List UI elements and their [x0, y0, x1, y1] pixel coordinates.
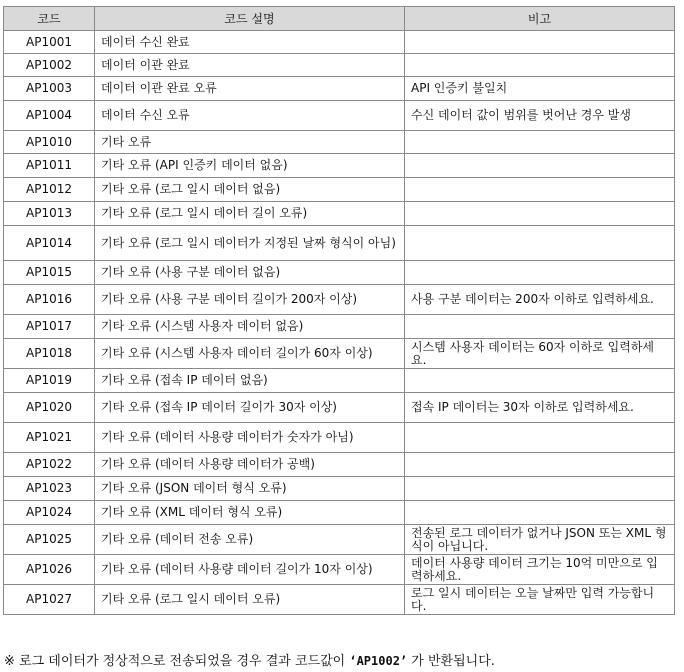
- code-description: 기타 오류 (데이터 전송 오류): [95, 525, 405, 555]
- result-code: AP1004: [4, 101, 95, 131]
- code-description: 기타 오류 (시스템 사용자 데이터 없음): [95, 315, 405, 339]
- result-code: AP1021: [4, 423, 95, 453]
- code-description: 데이터 이관 완료: [95, 54, 405, 77]
- code-description: 기타 오류 (로그 일시 데이터 오류): [95, 585, 405, 615]
- table-row: [4, 154, 675, 178]
- note-cell: [405, 261, 675, 285]
- code-description: 기타 오류 (로그 일시 데이터 길이 오류): [95, 202, 405, 226]
- result-code: AP1024: [4, 501, 95, 525]
- table-row: [4, 285, 675, 315]
- note-cell: [405, 54, 675, 77]
- header-note: 비고: [405, 7, 675, 31]
- header-code: 코드: [4, 7, 95, 31]
- table-row: [4, 477, 675, 501]
- result-code: AP1003: [4, 77, 95, 101]
- result-code: AP1022: [4, 453, 95, 477]
- note-cell: 수신 데이터 값이 범위를 벗어난 경우 발생: [405, 101, 675, 131]
- header-description: 코드 설명: [95, 7, 405, 31]
- note-cell: 사용 구분 데이터는 200자 이하로 입력하세요.: [405, 285, 675, 315]
- table-row: [4, 339, 675, 369]
- result-code: AP1020: [4, 393, 95, 423]
- note-cell: 로그 일시 데이터는 오늘 날짜만 입력 가능합니다.: [405, 585, 675, 615]
- code-description: 기타 오류 (API 인증키 데이터 없음): [95, 154, 405, 178]
- table-row: [4, 226, 675, 261]
- code-description: 기타 오류 (로그 일시 데이터 없음): [95, 178, 405, 202]
- footnote: [4, 650, 495, 669]
- result-code: AP1018: [4, 339, 95, 369]
- note-cell: [405, 423, 675, 453]
- result-code: AP1019: [4, 369, 95, 393]
- code-description: 데이터 이관 완료 오류: [95, 77, 405, 101]
- code-description: 기타 오류 (사용 구분 데이터 길이가 200자 이상): [95, 285, 405, 315]
- note-cell: API 인증키 불일치: [405, 77, 675, 101]
- result-code: AP1011: [4, 154, 95, 178]
- code-description: 기타 오류 (접속 IP 데이터 길이가 30자 이상): [95, 393, 405, 423]
- code-description: 기타 오류 (데이터 사용량 데이터가 공백): [95, 453, 405, 477]
- note-cell: [405, 369, 675, 393]
- code-description: 기타 오류: [95, 131, 405, 154]
- result-code: AP1010: [4, 131, 95, 154]
- note-cell: 접속 IP 데이터는 30자 이하로 입력하세요.: [405, 393, 675, 423]
- table-row: [4, 369, 675, 393]
- table-row: [4, 31, 675, 54]
- table-row: [4, 555, 675, 585]
- table-row: [4, 525, 675, 555]
- code-description: 데이터 수신 오류: [95, 101, 405, 131]
- table-row: [4, 453, 675, 477]
- code-description: 기타 오류 (데이터 사용량 데이터가 숫자가 아님): [95, 423, 405, 453]
- table-row: [4, 202, 675, 226]
- result-code: AP1025: [4, 525, 95, 555]
- table-row: [4, 131, 675, 154]
- note-cell: [405, 154, 675, 178]
- table-row: [4, 54, 675, 77]
- code-description: 기타 오류 (접속 IP 데이터 없음): [95, 369, 405, 393]
- note-cell: 전송된 로그 데이터가 없거나 JSON 또는 XML 형식이 아닙니다.: [405, 525, 675, 555]
- result-code: AP1013: [4, 202, 95, 226]
- code-description: 데이터 수신 완료: [95, 31, 405, 54]
- note-cell: [405, 131, 675, 154]
- table-row: [4, 178, 675, 202]
- note-cell: [405, 453, 675, 477]
- note-cell: [405, 31, 675, 54]
- note-cell: [405, 477, 675, 501]
- code-description: 기타 오류 (로그 일시 데이터가 지정된 날짜 형식이 아님): [95, 226, 405, 261]
- table-row: [4, 423, 675, 453]
- result-code: AP1001: [4, 31, 95, 54]
- result-code: AP1015: [4, 261, 95, 285]
- result-code: AP1023: [4, 477, 95, 501]
- footnote-text: ※ 로그 데이터가 정상적으로 전송되었을 경우 결과 코드값이: [4, 654, 350, 669]
- note-cell: [405, 202, 675, 226]
- code-description: 기타 오류 (XML 데이터 형식 오류): [95, 501, 405, 525]
- note-cell: [405, 501, 675, 525]
- table-row: [4, 77, 675, 101]
- result-code: AP1002: [4, 54, 95, 77]
- table-row: [4, 101, 675, 131]
- note-cell: [405, 226, 675, 261]
- result-code-table: [3, 6, 675, 615]
- note-cell: 시스템 사용자 데이터는 60자 이하로 입력하세요.: [405, 339, 675, 369]
- table-header-row: [4, 7, 675, 31]
- result-code: AP1026: [4, 555, 95, 585]
- result-code: AP1016: [4, 285, 95, 315]
- result-code: AP1017: [4, 315, 95, 339]
- code-description: 기타 오류 (시스템 사용자 데이터 길이가 60자 이상): [95, 339, 405, 369]
- footnote-code: ‘AP1002’: [349, 654, 408, 668]
- result-code: AP1027: [4, 585, 95, 615]
- footnote-text-end: 가 반환됩니다.: [407, 654, 495, 669]
- note-cell: [405, 315, 675, 339]
- note-cell: [405, 178, 675, 202]
- table-row: [4, 315, 675, 339]
- result-code: AP1014: [4, 226, 95, 261]
- code-description: 기타 오류 (JSON 데이터 형식 오류): [95, 477, 405, 501]
- table-row: [4, 393, 675, 423]
- code-description: 기타 오류 (데이터 사용량 데이터 길이가 10자 이상): [95, 555, 405, 585]
- note-cell: 데이터 사용량 데이터 크기는 10억 미만으로 입력하세요.: [405, 555, 675, 585]
- table-row: [4, 261, 675, 285]
- table-row: [4, 501, 675, 525]
- code-description: 기타 오류 (사용 구분 데이터 없음): [95, 261, 405, 285]
- table-row: [4, 585, 675, 615]
- result-code: AP1012: [4, 178, 95, 202]
